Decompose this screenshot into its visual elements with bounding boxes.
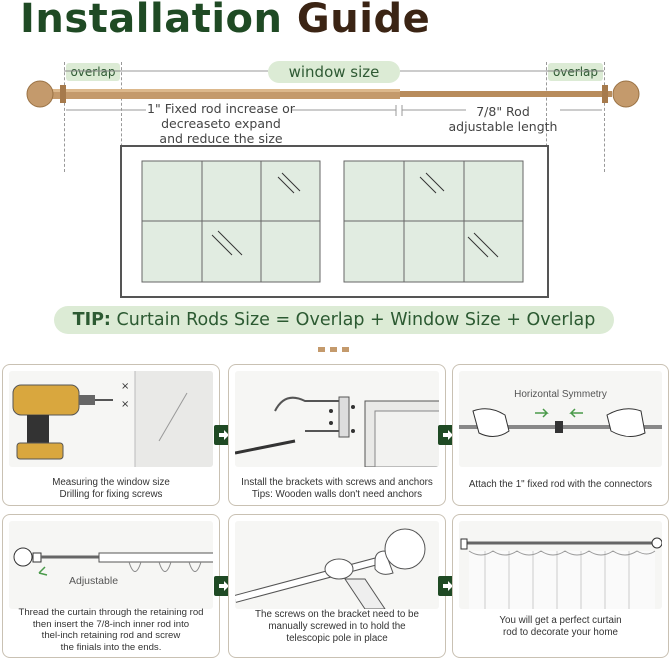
fixed-rod-note bbox=[146, 101, 296, 146]
adjustable-label: Adjustable bbox=[69, 575, 119, 587]
mark-x-bottom: × bbox=[121, 399, 130, 410]
step-5-panel bbox=[228, 514, 446, 658]
step-5-caption-line-1: The screws on the bracket need to be bbox=[255, 609, 419, 620]
curtain-icon bbox=[459, 521, 662, 609]
bracket-icon bbox=[235, 521, 439, 609]
step-4-caption-line-2: then insert the 7/8-inch inner rod into bbox=[32, 618, 190, 630]
fixed-rod-note-line-1: 1" Fixed rod increase or bbox=[147, 101, 295, 116]
overlap-right-label: overlap bbox=[548, 63, 603, 81]
step-4-caption-line-4: the finials into the ends. bbox=[60, 641, 162, 653]
step-3-panel bbox=[452, 364, 669, 506]
title-word-installation: Installation bbox=[20, 0, 283, 42]
fixed-rod-note-line-3: and reduce the size bbox=[159, 131, 283, 146]
tip-banner bbox=[54, 306, 614, 334]
horizontal-symmetry-label: Horizontal Symmetry bbox=[514, 389, 607, 400]
step-5-caption-line-2: manually screwed in to hold the bbox=[268, 621, 406, 632]
mark-x-top: × bbox=[121, 381, 130, 392]
curtain-rod-illustration bbox=[0, 0, 671, 140]
step-1-caption-line-2: Drilling for fixing screws bbox=[59, 489, 163, 500]
window-illustration bbox=[120, 145, 550, 299]
step-1-image bbox=[9, 371, 213, 467]
step-2-image bbox=[235, 371, 439, 467]
step-2-caption-line-1: Install the brackets with screws and anchors bbox=[241, 477, 433, 488]
step-6-panel bbox=[452, 514, 669, 658]
step-4-caption-line-3: thel-inch retaining rod and screw bbox=[41, 630, 181, 641]
fixed-rod-note-line-2: decreaseto expand bbox=[161, 116, 281, 131]
overlap-left-label: overlap bbox=[66, 63, 120, 81]
step-6-caption-line-2: rod to decorate your home bbox=[503, 627, 618, 638]
step-6-caption bbox=[455, 615, 666, 639]
adjustable-rod-note-line-2: adjustable length bbox=[448, 119, 558, 134]
step-1-caption-line-1: Measuring the window size bbox=[52, 477, 170, 488]
step-5-image bbox=[235, 521, 439, 609]
step-6-caption-line-1: You will get a perfect curtain bbox=[499, 615, 622, 626]
step-1-caption bbox=[5, 477, 217, 501]
adjustable-rod-note-line-1: 7/8" Rod bbox=[476, 104, 530, 119]
tip-label: TIP: bbox=[72, 310, 111, 330]
title-word-guide: Guide bbox=[296, 0, 431, 42]
bracket-icon bbox=[235, 371, 439, 467]
step-2-caption bbox=[231, 477, 443, 501]
hand-icon bbox=[459, 371, 662, 467]
finial-icon bbox=[9, 521, 213, 609]
separator-dots bbox=[318, 346, 352, 354]
step-4-caption bbox=[5, 607, 217, 653]
step-4-panel bbox=[2, 514, 220, 658]
step-5-caption bbox=[231, 609, 443, 645]
step-6-image bbox=[459, 521, 662, 609]
step-3-caption-line-1: Attach the 1" fixed rod with the connectors bbox=[468, 479, 653, 490]
window-size-label: window size bbox=[268, 61, 400, 83]
step-5-caption-line-3: telescopic pole in place bbox=[286, 633, 388, 644]
drill-icon bbox=[9, 371, 213, 467]
step-4-caption-line-1: Thread the curtain through the retaining rod bbox=[18, 607, 204, 618]
screwdriver-icon bbox=[235, 441, 295, 453]
step-3-image bbox=[459, 371, 662, 467]
step-1-panel bbox=[2, 364, 220, 506]
tip-formula: Curtain Rods Size = Overlap + Window Size + Overlap bbox=[110, 310, 596, 330]
step-4-image bbox=[9, 521, 213, 609]
step-3-caption bbox=[455, 479, 666, 491]
step-2-caption-line-2: Tips: Wooden walls don't need anchors bbox=[251, 489, 423, 500]
step-2-panel bbox=[228, 364, 446, 506]
adjustable-rod-note bbox=[442, 104, 564, 134]
